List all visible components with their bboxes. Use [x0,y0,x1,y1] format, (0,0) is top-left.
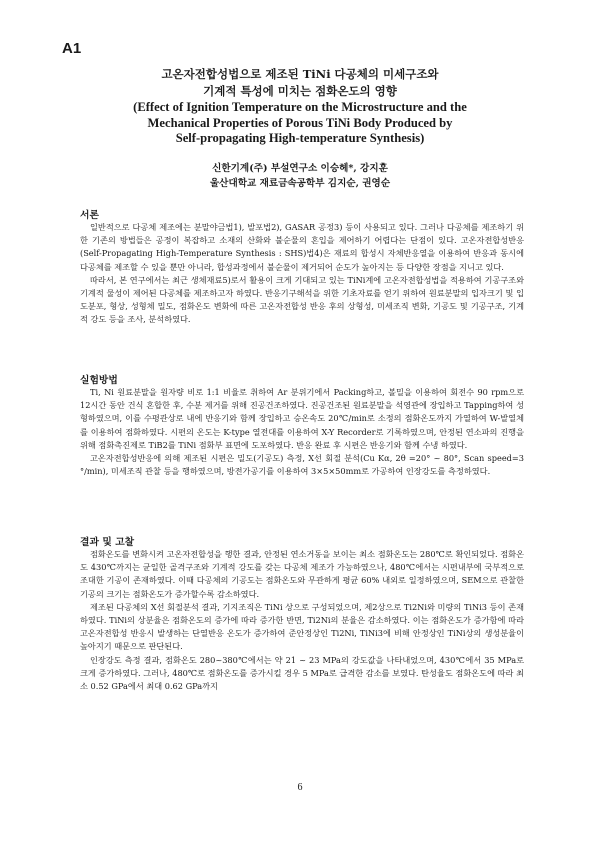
section-heading-method: 실험방법 [80,375,118,386]
author-block [90,161,510,191]
abstract-code: A1 [62,40,82,57]
section-heading-intro: 서론 [80,210,99,221]
title-block [90,66,510,147]
results-paragraph-3: 인장강도 측정 결과, 점화온도 280~380℃에서는 약 21 ~ 23 MPa의 강도값을 나타내었으며, 430℃에서 35 MPa로 크게 증가하였다. 그러나, 480℃로 점화온도를 증가시킬 경우 5 MPa로 급격한 감소를 보였다. 탄성율도 점화온도에 따라 최소 0.52 GPa에서 최대 0.62 GPa까지 [80,654,524,692]
author-affiliation-line1: 신한기계(주) 부설연구소 이승헤*, 강지훈 [212,163,388,174]
section-results [80,534,524,693]
title-english-line2: Mechanical Properties of Porous TiNi Body Produced by [147,115,453,130]
method-paragraph-1: Ti, Ni 원료분말을 원자량 비로 1:1 비율로 취하여 Ar 분위기에서 Packing하고, 볼밀을 이용하여 회전수 90 rpm으로 12시간 동안 건식 혼합한 후, 수분 제거를 위해 진공건조하였다. 진공건조된 원료분말을 석영관에 장입하고 Tapping하여 성형하였으며, 이를 수평관상로 내에 반응기와 함께 장입하고 승온속도 20℃/min로 소정의 점화온도까지 가열하여 W-발열체를 이용하여 점화하였다. 시편의 온도는 K-type 열전대를 이용하여 X-Y Recorder로 기록하였으며, 안정된 연소파의 진행을 위해 점화촉진제로 TiB2를 TiNi 점화부 표면에 도포하였다. 반응 완료 후 시편은 반응기와 함께 수냉 하였다. [80,387,524,450]
results-paragraph-1: 점화온도를 변화시켜 고온자전합성을 행한 결과, 안정된 연소거동을 보이는 최소 점화온도는 280℃로 확인되었다. 점화온도 430℃까지는 균일한 골격구조와 기계적 강도를 갖는 다공체 제조가 가능하였으나, 480℃에서는 시편내부에 국부적으로 조대한 기공이 존재하였다. 이때 다공체의 기공도는 점화온도와 무관하게 평균 60% 내외로 일정하였으며, SEM으로 관찰한 기공의 크기는 점화온도가 증가할수록 감소하였다. [80,549,524,599]
intro-paragraph-2: 따라서, 본 연구에서는 최근 생체재료5)로서 활용이 크게 기대되고 있는 TiNi계에 고온자전합성법을 적용하여 기공구조와 기계적 물성이 제어된 다공체를 제조하고자 하였다. 반응기구해석을 위한 기초자료를 얻기 위하여 원료분말의 입자크기 및 입도분포, 형상, 성형체 밀도, 점화온도 변화에 따른 고온자전합성 반응 후의 상형성, 미세조직 변화, 기공도 및 기공구조, 기계적 강도 등을 조사, 분석하였다. [80,274,524,325]
intro-paragraph-1: 일반적으로 다공체 제조에는 분말야금법1), 발포법2), GASAR 공정3) 등이 사용되고 있다. 그러나 다공체를 제조하기 위한 기존의 방법들은 공정이 복잡하고 소재의 산화와 불순물의 혼입을 제어하기 어렵다는 단점이 있다. 고온자전합성반응(Self-Propagating High-Temperature Synthesis : SHS)법4)은 재료의 합성시 자체반응열을 이용하여 반응과 동시에 다공체를 제조할 수 있을 뿐만 아니라, 합성과정에서 불순물이 제거되어 순도가 높아지는 등 다양한 장점을 지니고 있다. [80,222,524,272]
section-introduction [80,207,524,327]
title-korean-line2: 기계적 특성에 미치는 점화온도의 영향 [203,84,397,98]
section-heading-results: 결과 및 고찰 [80,537,135,548]
author-affiliation-line2: 울산대학교 재료금속공학부 김지순, 권영순 [209,178,391,189]
title-english-line3: Self-propagating High-temperature Synthesis) [175,131,425,145]
results-paragraph-2: 제조된 다공체의 X선 회절분석 결과, 기지조직은 TiNi 상으로 구성되었으며, 제2상으로 Ti2Ni와 미량의 TiNi3 등이 존재하였다. TiNi의 상분율은 점화온도의 증가에 따라 증가한 반면, Ti2Ni의 분율은 감소하였다. 이는 점화온도가 증가함에 따라 고온자전합성 반응시 발생하는 단열반응 온도가 증가하여 준안정상인 Ti2Ni, TiNi3에 비해 안정상인 TiNi상의 생성분율이 높아지기 때문으로 판단된다. [80,601,524,652]
title-korean-line1: 고온자전합성법으로 제조된 TiNi 다공체의 미세구조와 [161,67,439,81]
section-experimental [80,372,524,478]
title-english-line1: (Effect of Ignition Temperature on the Microstructure and the [133,100,467,114]
method-paragraph-2: 고온자전합성반응에 의해 제조된 시편은 밀도(기공도) 측정, X선 회절 분석(Cu Kα, 2θ =20° ~ 80°, Scan speed=3 °/min), 미세조직 관찰 등을 행하였으며, 방전가공기를 이용하여 3×5×50mm로 가공하여 인장강도를 측정하였다. [80,453,524,477]
page-number: 6 [297,782,303,793]
